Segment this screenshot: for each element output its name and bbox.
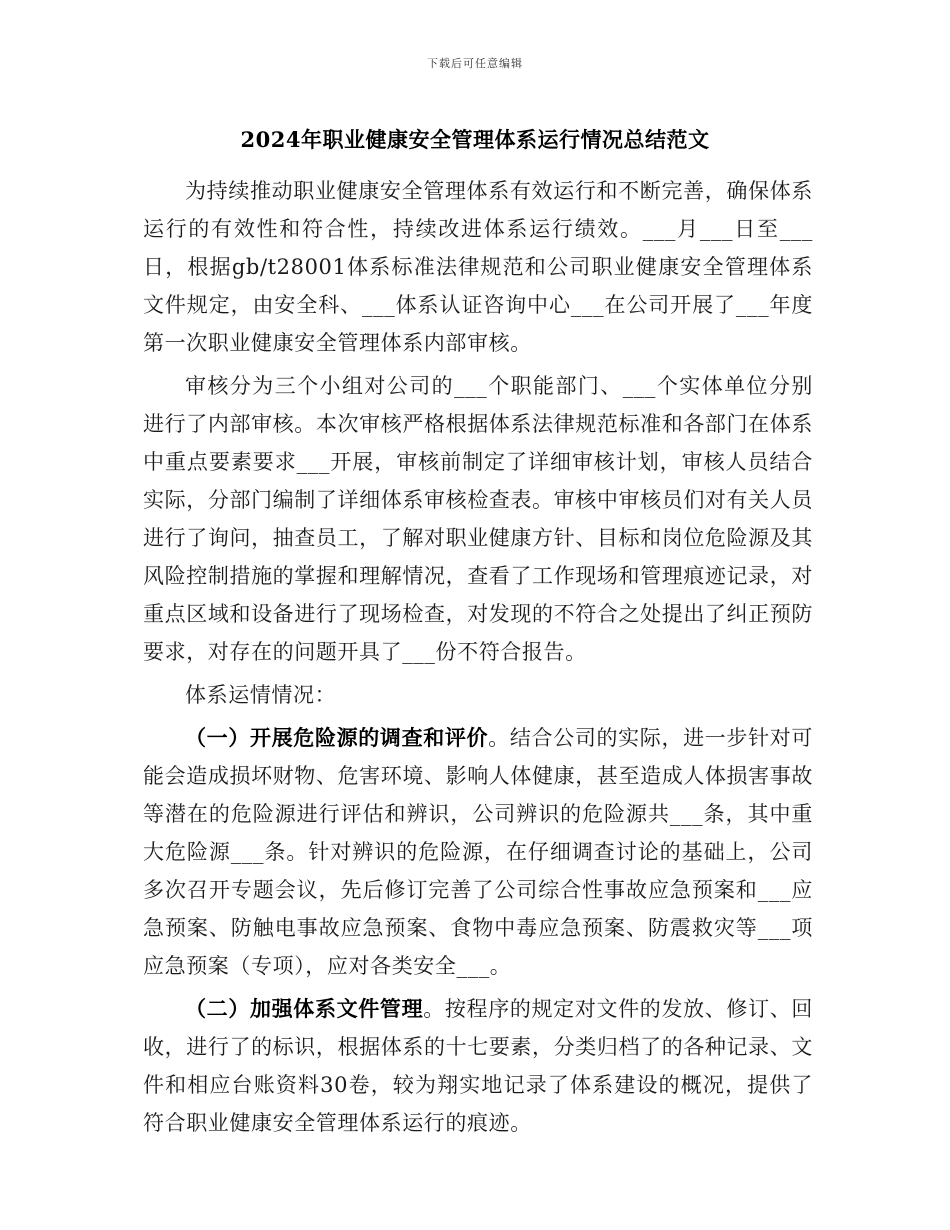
paragraph-status-heading-text: 体系运情情况： (185, 683, 337, 707)
paragraph-intro (143, 172, 813, 362)
paragraph-audit (143, 367, 813, 671)
document-title: 2024年职业健康安全管理体系运行情况总结范文 (240, 127, 710, 152)
section-two-heading: （二）加强体系文件管理 (185, 996, 424, 1021)
paragraph-status-heading (143, 676, 813, 714)
paragraph-hazard-text: 。结合公司的实际，进一步针对可能会造成损坏财物、危害环境、影响人体健康，甚至造成人体损害事故等潜在的危险源进行评估和辨识，公司辨识的危险源共___条，其中重大危险源___条。针对辨识的危险源，在仔细调查讨论的基础上，公司多次召开专题会议，先后修订完善了公司综合性事故应急预案和___应急预案、防触电事故应急预案、食物中毒应急预案、防震救灾等___项应急预案（专项），应对各类安全___。 (143, 726, 813, 978)
header-note: 下载后可任意编辑 (427, 57, 523, 70)
paragraph-documents-text: 。按程序的规定对文件的发放、修订、回收，进行了的标识，根据体系的十七要素，分类归档了的各种记录、文件和相应台账资料30卷，较为翔实地记录了体系建设的概况，提供了符合职业健康安全管理体系运行的痕迹。 (143, 997, 813, 1135)
paragraph-hazard (143, 719, 813, 985)
document-body (143, 172, 813, 1142)
paragraph-documents (143, 990, 813, 1142)
section-one-heading: （一）开展危险源的调查和评价 (185, 725, 489, 750)
paragraph-audit-text: 审核分为三个小组对公司的___个职能部门、___个实体单位分别进行了内部审核。本次审核严格根据体系法律规范标准和各部门在体系中重点要素要求___开展，审核前制定了详细审核计划，审核人员结合实际，分部门编制了详细体系审核检查表。审核中审核员们对有关人员进行了询问，抽查员工，了解对职业健康方针、目标和岗位危险源及其风险控制措施的掌握和理解情况，查看了工作现场和管理痕迹记录，对重点区域和设备进行了现场检查，对发现的不符合之处提出了纠正预防要求，对存在的问题开具了___份不符合报告。 (143, 374, 813, 664)
paragraph-intro-text: 为持续推动职业健康安全管理体系有效运行和不断完善，确保体系运行的有效性和符合性，持续改进体系运行绩效。___月___日至___日，根据gb/t28001体系标准法律规范和公司职业健康安全管理体系文件规定，由安全科、___体系认证咨询中心___在公司开展了___年度第一次职业健康安全管理体系内部审核。 (143, 179, 813, 355)
